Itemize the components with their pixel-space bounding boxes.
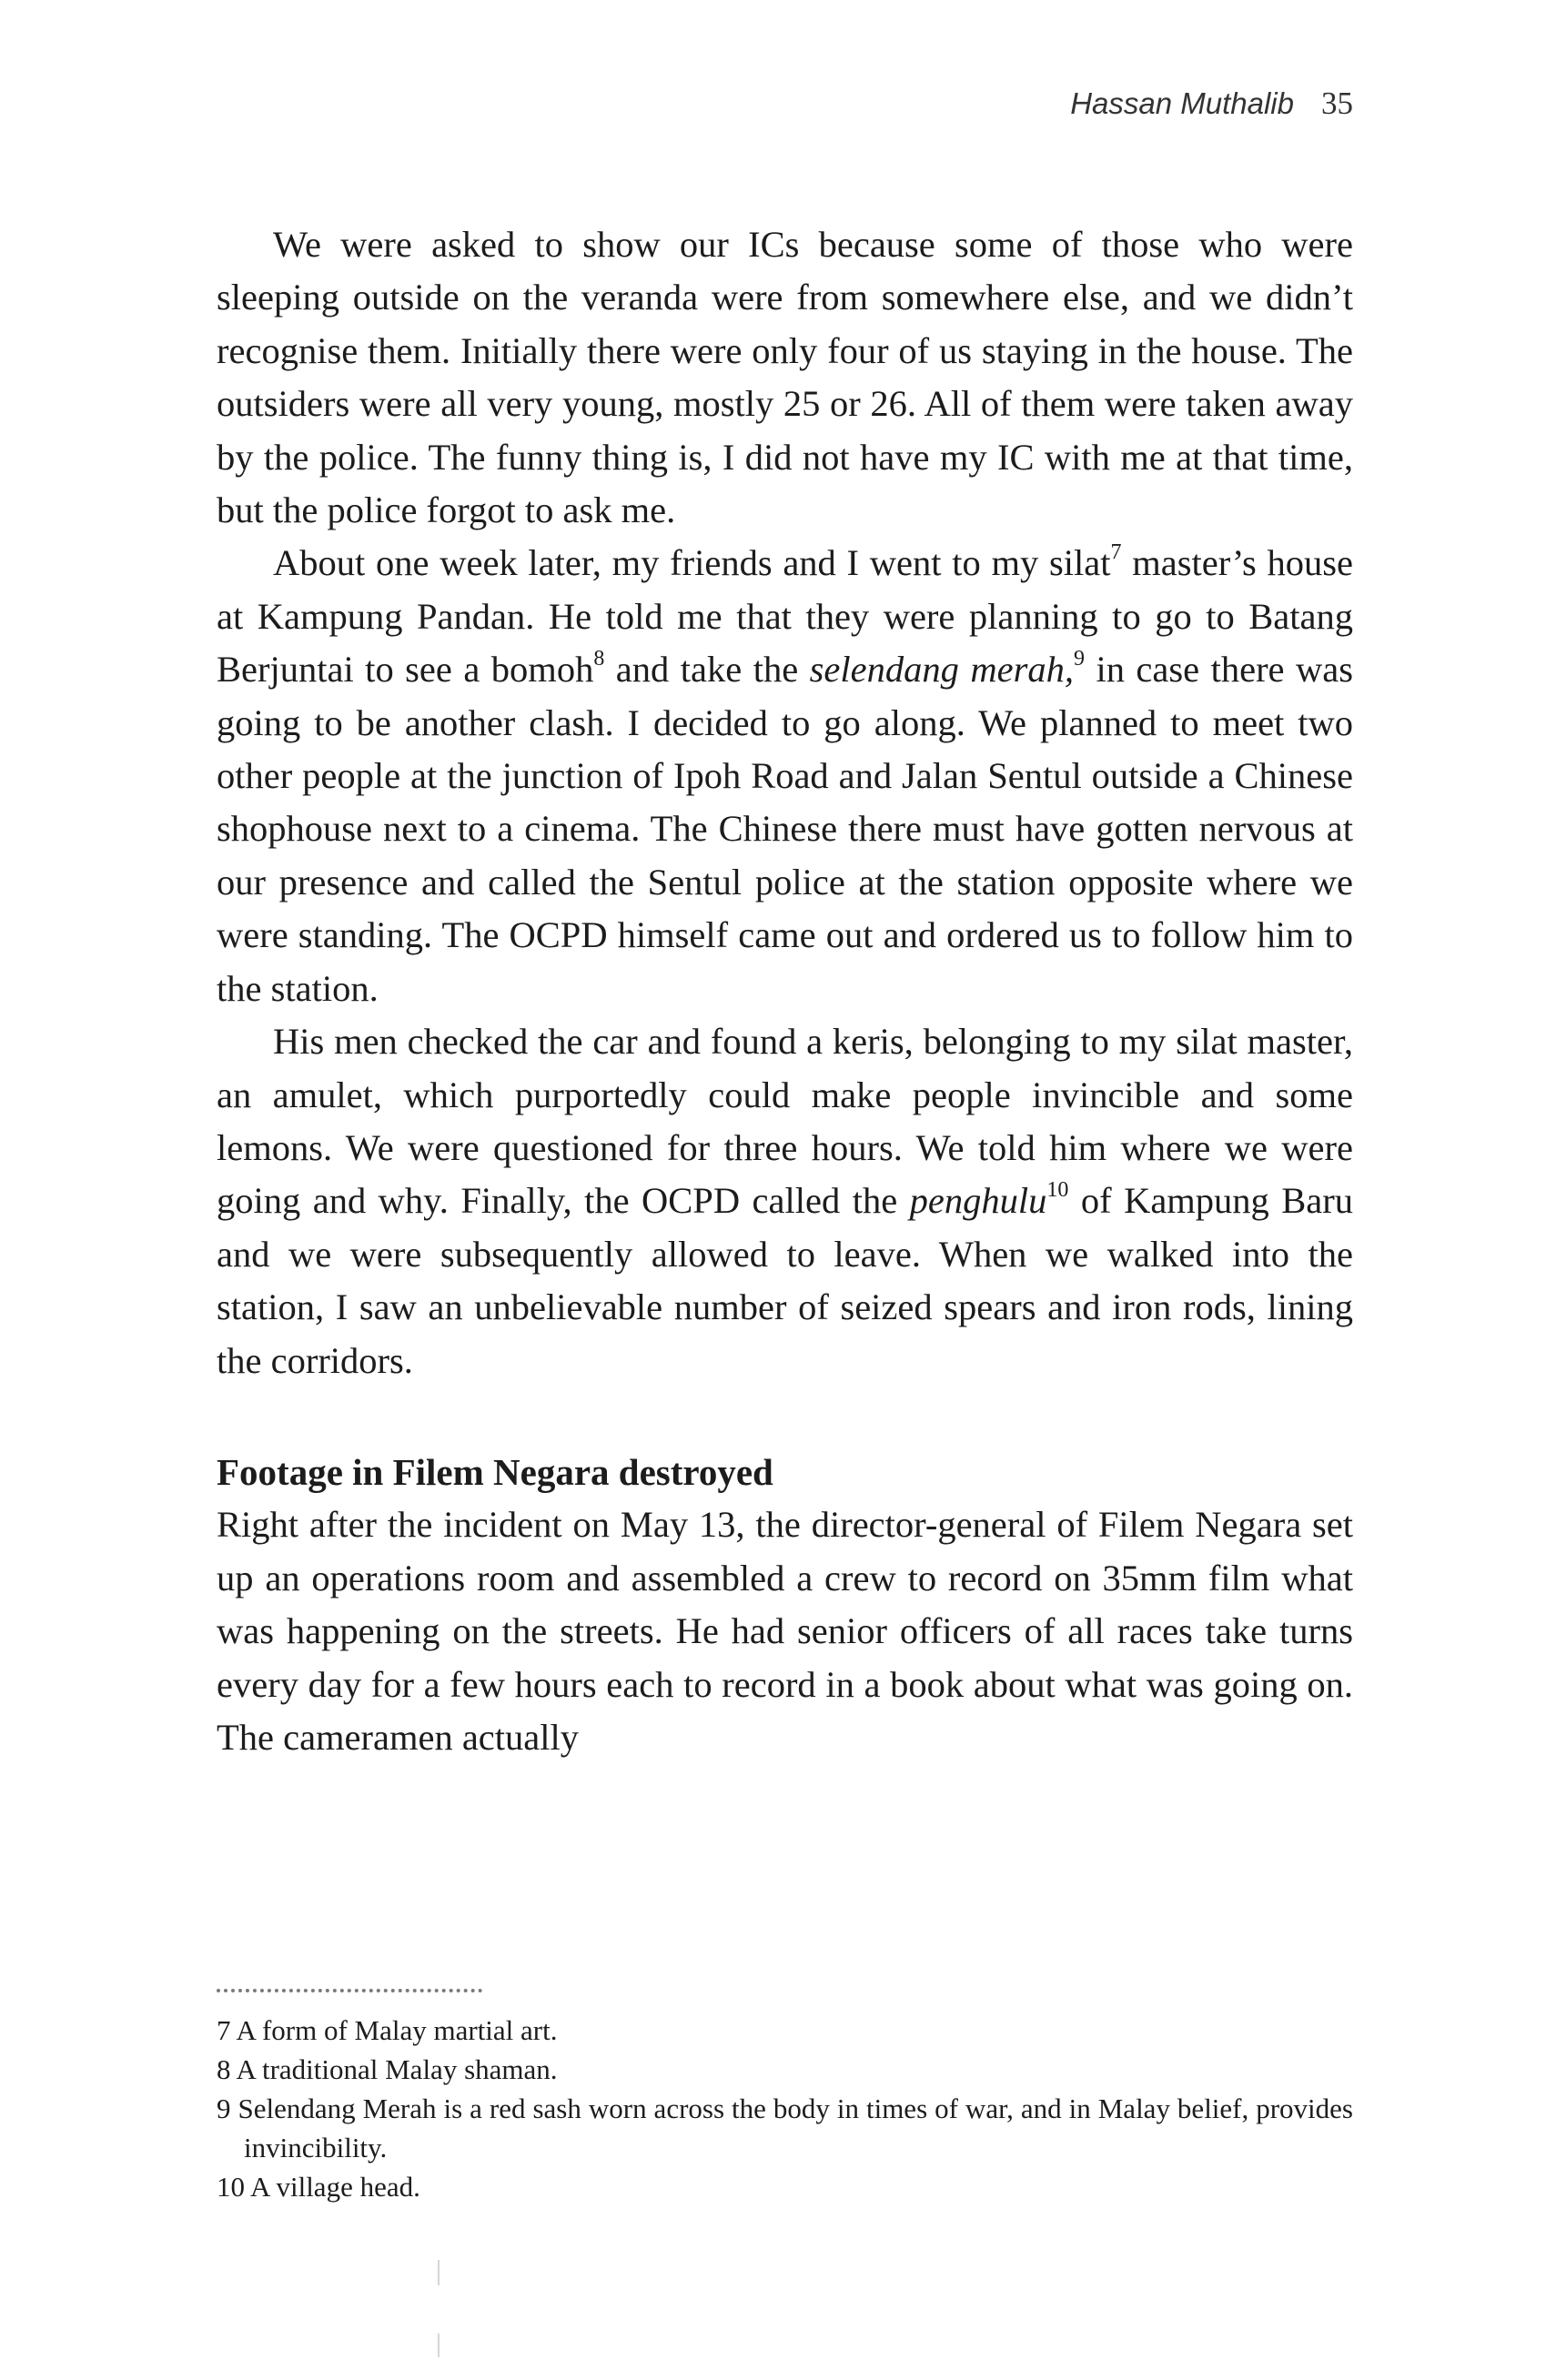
paragraph-1-text: We were asked to show our ICs because some of those who were sleeping outside on the veranda were from somewhere else, and we didn’t recognise them. Initially there were only four of us staying in the house. The outsiders were all very young, mostly 25 or 26. All of them were taken away by the police. The funny thing is, I did not have my IC with me at that time, but the police forgot to ask me.	[217, 224, 1353, 531]
paragraph-3-text-b: of Kampung Baru and we were subsequently allowed to leave. When we walked into the station, I saw an unbelievable number of seized spears and iron rods, lining the corridors.	[217, 1180, 1353, 1381]
footnote-ref-8: 8	[593, 647, 605, 671]
paragraph-2-text-c: and take the	[604, 649, 810, 691]
paragraph-2-text-b: master’s house at Kampung Pandan. He told me that they were planning to go to Batang Berjuntai to see a bomoh	[217, 542, 1353, 691]
paragraph-3-italic-term: penghulu	[909, 1180, 1047, 1222]
paragraph-3-text-a: His men checked the car and found a keris, belonging to my silat master, an amulet, which purportedly could make people invincible and some lemons. We were questioned for three hours. We told him where we were going and why. Finally, the OCPD called the	[217, 1021, 1353, 1222]
section-heading: Footage in Filem Negara destroyed	[217, 1450, 773, 1493]
paragraph-4-text: Right after the incident on May 13, the director-general of Filem Negara set up an operations room and assembled a crew to record on 35mm film what was happening on the streets. He had senior officers of all races take turns every day for a few hours each to record in a book about what was going on. The cameramen actually	[217, 1504, 1353, 1758]
scan-mark-bottom-1	[438, 2260, 440, 2285]
page-number: 35	[1321, 86, 1353, 121]
footnote-9: 9 Selendang Merah is a red sash worn across the body in times of war, and in Malay belief, provides invincibility.	[217, 2093, 1353, 2163]
footnote-ref-10: 10	[1046, 1178, 1069, 1203]
footnote-divider	[217, 1989, 482, 1992]
footnote-10: 10 A village head.	[217, 2171, 420, 2203]
paragraph-4	[217, 1498, 1353, 1764]
paragraph-3	[217, 1015, 1353, 1387]
scan-mark-bottom-2	[438, 2334, 440, 2357]
paragraph-2-text-d: in case there was going to be another clash. I decided to go along. We planned to meet two other people at the junction of Ipoh Road and Jalan Sentul outside a Chinese shophouse next to a cinema. The Chinese there must have gotten nervous at our presence and called the Sentul police at the station opposite where we were standing. The OCPD himself came out and ordered us to follow him to the station.	[217, 649, 1353, 1009]
running-head-author: Hassan Muthalib	[1070, 86, 1294, 120]
footnote-8: 8 A traditional Malay shaman.	[217, 2053, 558, 2085]
paragraph-2-text-a: About one week later, my friends and I went to my silat	[273, 542, 1111, 584]
footnote-ref-7: 7	[1110, 540, 1122, 565]
footnote-7: 7 A form of Malay martial art.	[217, 2014, 558, 2046]
paragraph-1	[217, 218, 1353, 537]
footnotes	[217, 2011, 1353, 2206]
footnote-ref-9: 9	[1073, 647, 1085, 671]
body-text	[217, 218, 1353, 1764]
paragraph-2	[217, 537, 1353, 1015]
running-head	[1070, 84, 1353, 124]
paragraph-2-italic-term: selendang merah,	[809, 649, 1074, 691]
